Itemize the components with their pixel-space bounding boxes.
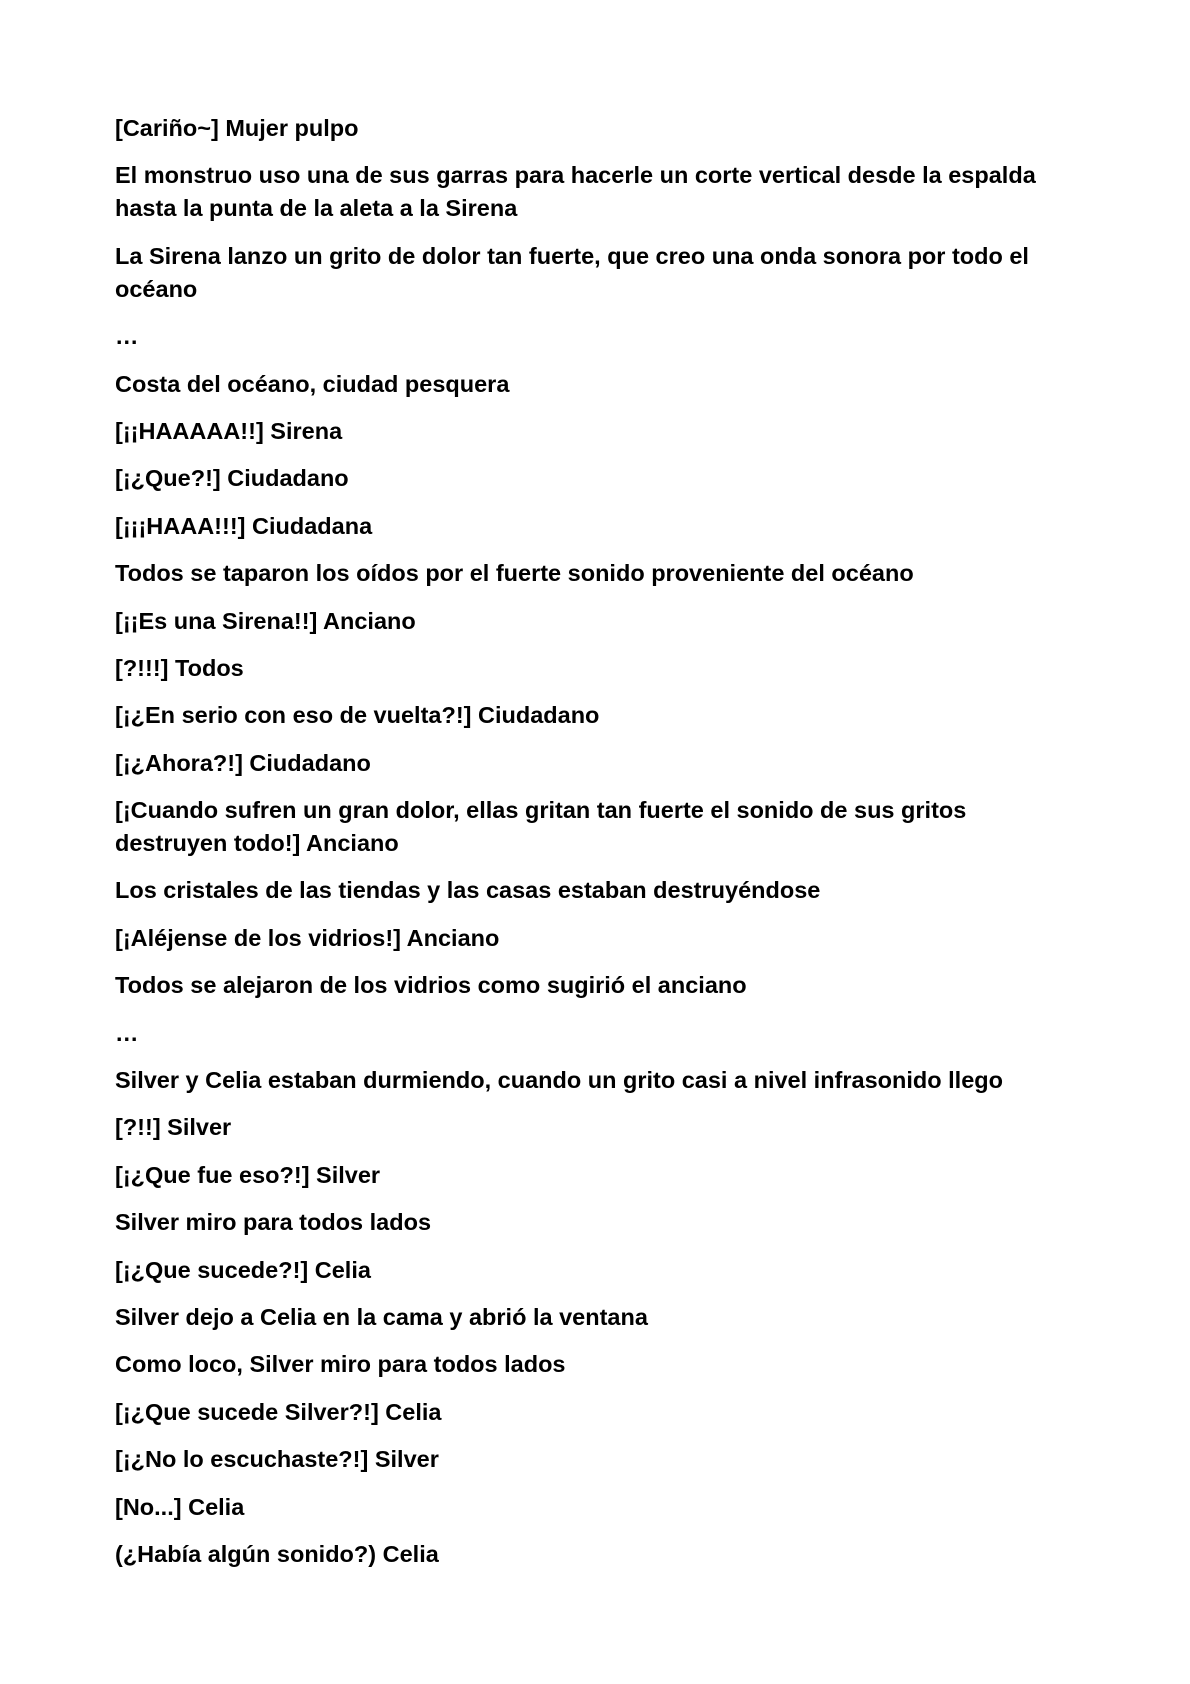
line-13: [¡¿Ahora?!] Ciudadano (115, 749, 371, 776)
line-5: Costa del océano, ciudad pesquera (115, 370, 510, 397)
line-20: [?!!] Silver (115, 1114, 232, 1141)
line-16: [¡Aléjense de los vidrios!] Anciano (115, 924, 500, 951)
line-7: [¡¿Que?!] Ciudadano (115, 465, 349, 492)
line-9: Todos se taparon los oídos por el fuerte sonido proveniente del océano (115, 560, 914, 587)
document-body (115, 112, 1075, 1585)
line-10: [¡¡Es una Sirena!!] Anciano (115, 607, 416, 634)
line-6: [¡¡HAAAAA!!] Sirena (115, 417, 343, 444)
line-19: Silver y Celia estaban durmiendo, cuando un grito casi a nivel infrasonido llego (115, 1067, 1003, 1094)
line-12: [¡¿En serio con eso de vuelta?!] Ciudadano (115, 702, 600, 729)
line-3: La Sirena lanzo un grito de dolor tan fuerte, que creo una onda sonora por todo el océano (115, 242, 1029, 302)
line-11: [?!!!] Todos (115, 654, 244, 681)
line-27: [¡¿No lo escuchaste?!] Silver (115, 1446, 439, 1473)
line-23: [¡¿Que sucede?!] Celia (115, 1256, 371, 1283)
line-29: (¿Había algún sonido?) Celia (115, 1540, 439, 1567)
line-22: Silver miro para todos lados (115, 1209, 432, 1236)
line-14: [¡Cuando sufren un gran dolor, ellas gritan tan fuerte el sonido de sus gritos destruyen todo!] Anciano (115, 797, 967, 857)
line-26: [¡¿Que sucede Silver?!] Celia (115, 1398, 442, 1425)
line-2: El monstruo uso una de sus garras para hacerle un corte vertical desde la espalda hasta la punta de la aleta a la Sirena (115, 162, 1036, 222)
line-8: [¡¡¡HAAA!!!] Ciudadana (115, 512, 373, 539)
line-17: Todos se alejaron de los vidrios como sugirió el anciano (115, 972, 747, 999)
ellipsis-2: … (115, 1019, 139, 1046)
line-28: [No...] Celia (115, 1493, 245, 1520)
line-21: [¡¿Que fue eso?!] Silver (115, 1161, 381, 1188)
line-15: Los cristales de las tiendas y las casas estaban destruyéndose (115, 877, 821, 904)
ellipsis-1: … (115, 323, 139, 350)
line-24: Silver dejo a Celia en la cama y abrió la ventana (115, 1303, 648, 1330)
line-25: Como loco, Silver miro para todos lados (115, 1351, 566, 1378)
line-1: [Cariño~] Mujer pulpo (115, 115, 359, 141)
